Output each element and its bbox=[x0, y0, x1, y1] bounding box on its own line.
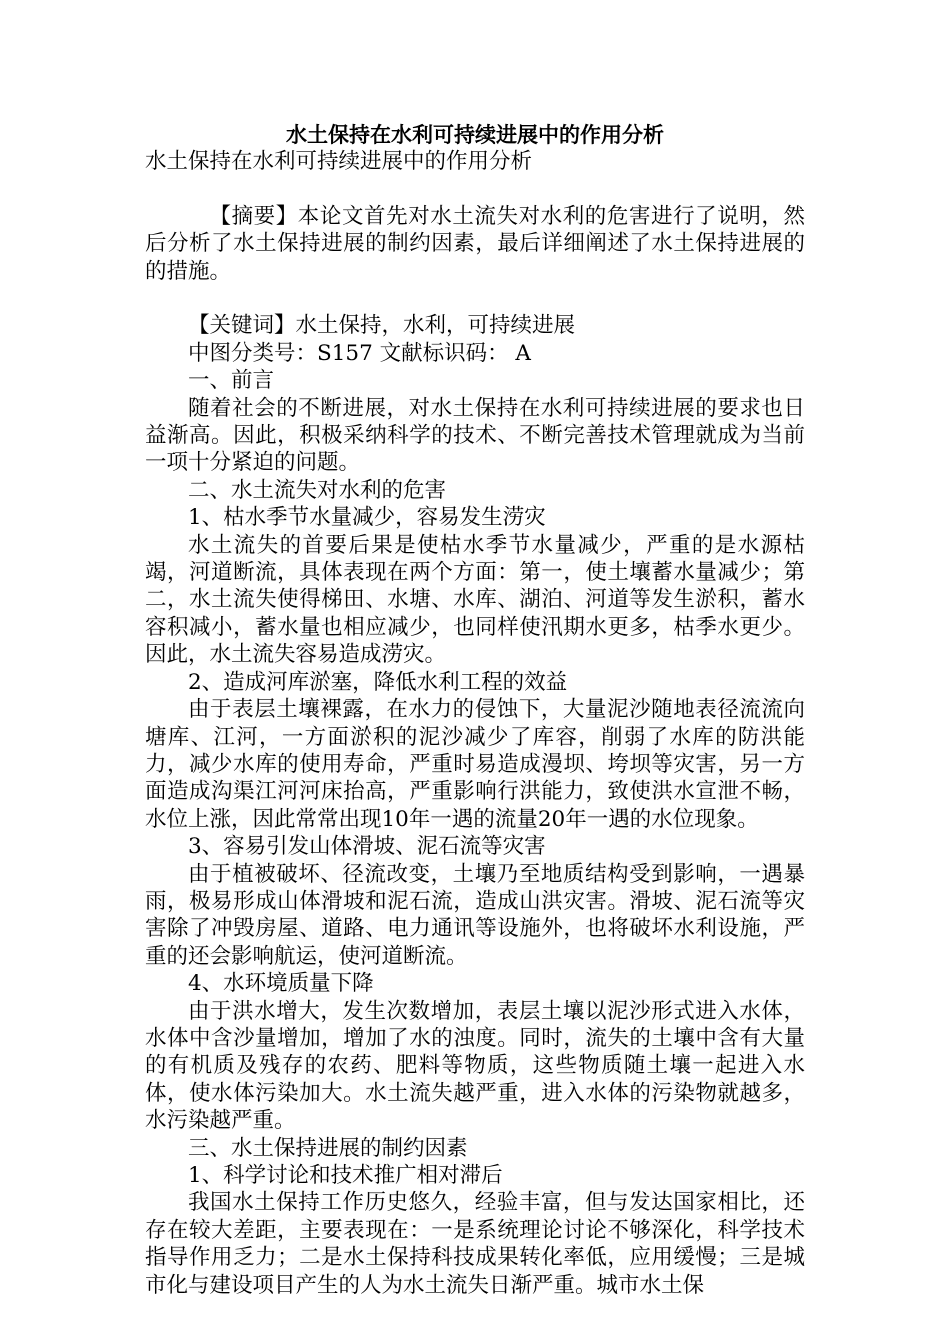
abstract-paragraph: 【摘要】本论文首先对水土流失对水利的危害进行了说明，然后分析了水土保持进展的制约因素，最后详细阐述了水土保持进展的的措施。 bbox=[145, 203, 805, 284]
classification-line: 中图分类号：S157 文献标识码： A bbox=[188, 340, 531, 366]
blank-line bbox=[145, 285, 805, 312]
document-title: 水土保持在水利可持续进展中的作用分析 bbox=[286, 123, 664, 147]
subsection-heading: 3、容易引发山体滑坡、泥石流等灾害 bbox=[188, 834, 546, 860]
body-paragraph: 由于表层土壤裸露，在水力的侵蚀下，大量泥沙随地表径流流向塘库、江河，一方面淤积的泥沙减少了库容，削弱了水库的防洪能力，减少水库的使用寿命，严重时易造成漫坝、垮坝等灾害，另一方面造成沟渠江河河床抬高，严重影响行洪能力，致使洪水宣泄不畅，水位上涨，因此常常出现10年一遇的流量20年一遇的水位现象。 bbox=[145, 697, 805, 832]
document-subtitle: 水土保持在水利可持续进展中的作用分析 bbox=[145, 149, 533, 174]
subsection-heading: 1、枯水季节水量减少，容易发生涝灾 bbox=[188, 505, 546, 531]
document-body bbox=[145, 148, 805, 1299]
subsection-heading: 1、科学讨论和技术推广相对滞后 bbox=[188, 1163, 503, 1188]
section-heading: 二、水土流失对水利的危害 bbox=[188, 477, 447, 503]
body-paragraph: 随着社会的不断进展，对水土保持在水利可持续进展的要求也日益渐高。因此，积极采纳科学的技术、不断完善技术管理就成为当前一项十分紧迫的问题。 bbox=[145, 395, 805, 476]
body-paragraph: 由于洪水增大，发生次数增加，表层土壤以泥沙形式进入水体，水体中含沙量增加，增加了水的浊度。同时，流失的土壤中含有大量的有机质及残存的农药、肥料等物质，这些物质随土壤一起进入水体，使水体污染加大。水土流失越严重，进入水体的污染物就越多，水污染越严重。 bbox=[145, 998, 805, 1134]
body-paragraph: 我国水土保持工作历史悠久，经验丰富，但与发达国家相比，还存在较大差距，主要表现在：一是系统理论讨论不够深化，科学技术指导作用乏力；二是水土保持科技成果转化率低，应用缓慢；三是城市化与建设项目产生的人为水土流失日渐严重。城市水土保 bbox=[145, 1190, 805, 1298]
body-paragraph: 水土流失的首要后果是使枯水季节水量减少，严重的是水源枯竭，河道断流，具体表现在两个方面：第一，使土壤蓄水量减少；第二，水土流失使得梯田、水塘、水库、湖泊、河道等发生淤积，蓄水容积减小，蓄水量也相应减少，也同样使汛期水更多，枯季水更少。因此，水土流失容易造成涝灾。 bbox=[145, 532, 805, 668]
body-paragraph: 由于植被破坏、径流改变，土壤乃至地质结构受到影响，一遇暴雨，极易形成山体滑坡和泥石流，造成山洪灾害。滑坡、泥石流等灾害除了冲毁房屋、道路、电力通讯等设施外，也将破坏水利设施，严重的还会影响航运，使河道断流。 bbox=[145, 861, 805, 969]
section-heading: 一、前言 bbox=[188, 368, 275, 394]
subsection-heading: 2、造成河库淤塞，降低水利工程的效益 bbox=[188, 669, 568, 695]
blank-line bbox=[145, 175, 805, 202]
subsection-heading: 4、水环境质量下降 bbox=[188, 971, 374, 997]
keywords-line: 【关键词】水土保持，水利，可持续进展 bbox=[188, 313, 576, 339]
section-heading: 三、水土保持进展的制约因素 bbox=[188, 1135, 468, 1161]
